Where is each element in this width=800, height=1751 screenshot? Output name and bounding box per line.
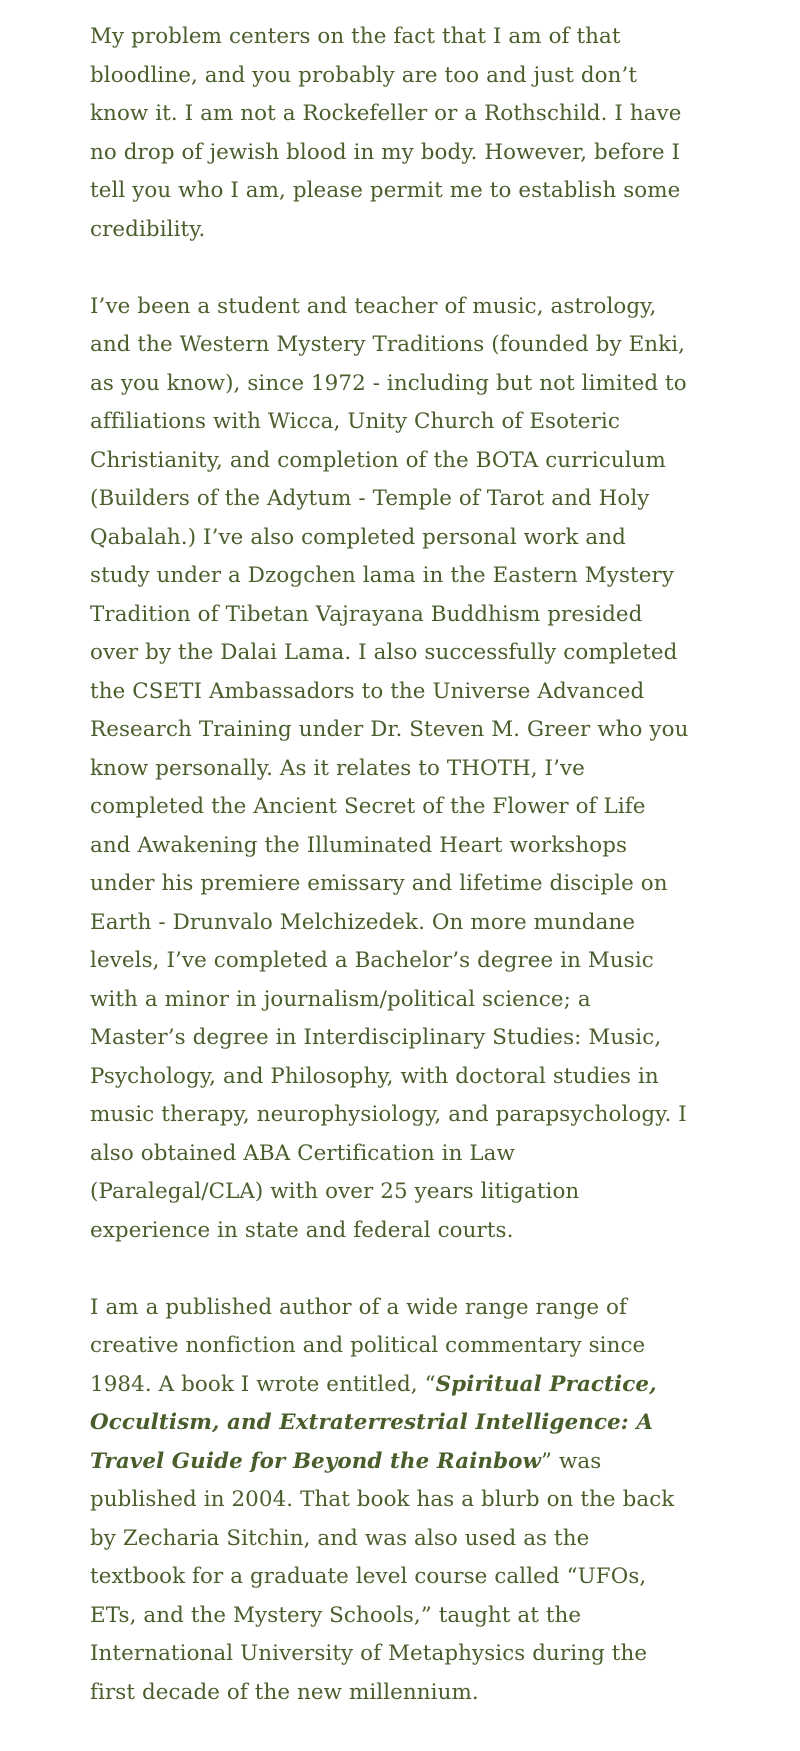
publications-text-after: ” was published in 2004. That book has a blurb on the back by Zecharia Sitchin, and was also used as the textbook for a graduate level course called “UFOs, ETs, and the Mystery Schools,” taught at the International University of Metaphysics during the first decade of the new millennium. <box>90 1448 675 1705</box>
paragraph-background: I’ve been a student and teacher of music, astrology, and the Western Mystery Traditions (founded by Enki, as you know), since 1972 - including but not limited to affiliations with Wicca, Unity Church of Esoteric Christianity, and completion of the BOTA curriculum (Builders of the Adytum - Temple of Tarot and Holy Qabalah.) I’ve also completed personal work and study under a Dzogchen lama in the Eastern Mystery Tradition of Tibetan Vajrayana Buddhism presided over by the Dalai Lama. I also successfully completed the CSETI Ambassadors to the Universe Advanced Research Training under Dr. Steven M. Greer who you know personally. As it relates to THOTH, I’ve completed the Ancient Secret of the Flower of Life and Awakening the Illuminated Heart workshops under his premiere emissary and lifetime disciple on Earth - Drunvalo Melchizedek. On more mundane levels, I’ve completed a Bachelor’s degree in Music with a minor in journalism/political science; a Master’s degree in Interdisciplinary Studies: Music, Psychology, and Philosophy, with doctoral studies in music therapy, neurophysiology, and parapsychology. I also obtained ABA Certification in Law (Paralegal/CLA) with over 25 years litigation experience in state and federal courts. <box>90 293 689 1243</box>
publications-text-before: I am a published author of a wide range range of creative nonfiction and political commentary since 1984. A book I wrote entitled, “ <box>90 1294 646 1397</box>
paragraph-publications <box>90 1289 690 1713</box>
paragraph-credibility-intro: My problem centers on the fact that I am of that bloodline, and you probably are too and just don’t know it. I am not a Rockefeller or a Rothschild. I have no drop of jewish blood in my body. However, before I tell you who I am, please permit me to establish some credibility. <box>90 24 682 242</box>
article-body <box>90 18 690 1751</box>
book-title: Spiritual Practice, Occultism, and Extraterrestrial Intelligence: A Travel Guide for Beyond the Rainbow <box>90 1371 657 1474</box>
